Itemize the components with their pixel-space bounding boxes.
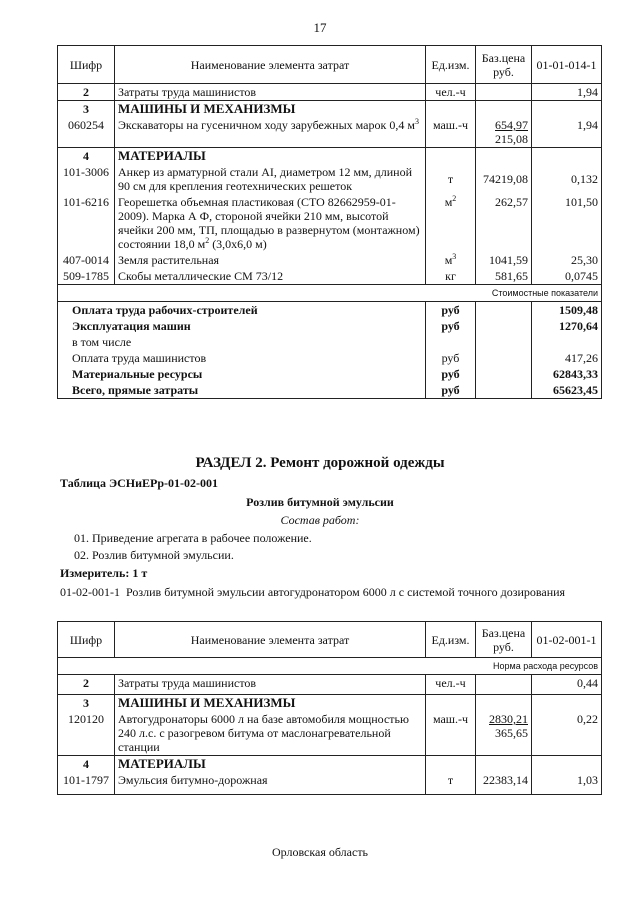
resource-table-2 <box>57 621 602 795</box>
region-footer: Орловская область <box>271 845 369 859</box>
totals-unit: руб <box>426 366 476 382</box>
header-code: Шифр <box>58 46 115 84</box>
section-num: 3 <box>58 101 115 118</box>
totals-row <box>58 382 602 399</box>
row-code: 101-6216 <box>58 194 115 252</box>
section-title: МАТЕРИАЛЫ <box>115 148 426 165</box>
row-price: 262,57 <box>476 194 532 252</box>
row-name: Земля растительная <box>115 252 426 268</box>
section-num: 4 <box>58 756 115 773</box>
totals-row <box>58 366 602 382</box>
header-code: Шифр <box>58 622 115 658</box>
row-name: Анкер из арматурной стали AI, диаметром 12 мм, длиной 90 см для крепления геотехнических решеток <box>115 164 426 194</box>
totals-row <box>58 302 602 319</box>
row-price: 22383,14 <box>476 772 532 794</box>
header-price: Баз.цена руб. <box>476 46 532 84</box>
cost-indicators-label: Стоимостные показатели <box>58 285 602 302</box>
header-unit: Ед.изм. <box>426 46 476 84</box>
row-code: 101-3006 <box>58 164 115 194</box>
totals-unit: руб <box>426 302 476 319</box>
row-unit: т <box>426 772 476 794</box>
row-price: 581,65 <box>476 268 532 285</box>
row-price: 2830,21 365,65 <box>476 711 532 756</box>
row-price: 1041,59 <box>476 252 532 268</box>
section-title: МАШИНЫ И МЕХАНИЗМЫ <box>115 101 426 118</box>
table-label: Таблица ЭСНиЕРр-01-02-001 <box>60 476 219 490</box>
row-value: 0,0745 <box>532 268 602 285</box>
section-title: МАТЕРИАЛЫ <box>115 756 426 773</box>
work-title: Розлив битумной эмульсии <box>246 495 394 509</box>
page-number: 17 <box>313 20 327 35</box>
row-name: Экскаваторы на гусеничном ходу зарубежных марок 0,4 $м^3$ <box>115 117 426 148</box>
totals-value: 417,26 <box>532 350 602 366</box>
row-unit: $м^2$ <box>426 194 476 252</box>
row-value: 0,44 <box>532 675 602 695</box>
row-name: Затраты труда машинистов <box>115 675 426 695</box>
header-name: Наименование элемента затрат <box>115 46 426 84</box>
totals-value: 65623,45 <box>532 382 602 399</box>
totals-unit: руб <box>426 350 476 366</box>
section-num: 4 <box>58 148 115 165</box>
totals-row <box>58 334 602 350</box>
norm-consumption-label: Норма расхода ресурсов <box>58 658 602 675</box>
row-value: 1,94 <box>532 84 602 101</box>
row-unit: $м^3$ <box>426 252 476 268</box>
header-norm: 01-01-014-1 <box>532 46 602 84</box>
row-unit: т <box>426 164 476 194</box>
row-price: 74219,08 <box>476 164 532 194</box>
row-code: 101-1797 <box>58 772 115 794</box>
resource-table-1 <box>57 45 602 399</box>
totals-label: Материальные ресурсы <box>58 366 426 382</box>
section-num: 3 <box>58 695 115 712</box>
row-num: 2 <box>58 84 115 101</box>
row-code: 509-1785 <box>58 268 115 285</box>
row-unit: чел.-ч <box>426 84 476 101</box>
totals-row <box>58 318 602 334</box>
row-name: Эмульсия битумно-дорожная <box>115 772 426 794</box>
row-value: 1,03 <box>532 772 602 794</box>
header-price: Баз.цена руб. <box>476 622 532 658</box>
norm-description: Розлив битумной эмульсии автогудронатором 6000 л с системой точного дозирования <box>126 585 566 599</box>
row-code: 120120 <box>58 711 115 756</box>
totals-label: Эксплуатация машин <box>58 318 426 334</box>
row-name: Автогудронаторы 6000 л на базе автомобиля мощностью 240 л.с. с разогревом битума от маслонагревательной станции <box>115 711 426 756</box>
totals-value <box>532 334 602 350</box>
totals-unit: руб <box>426 318 476 334</box>
row-price: 654,97 215,08 <box>476 117 532 148</box>
row-name: Затраты труда машинистов <box>115 84 426 101</box>
section-title: РАЗДЕЛ 2. Ремонт дорожной одежды <box>195 455 445 471</box>
totals-value: 1270,64 <box>532 318 602 334</box>
totals-label: в том числе <box>58 334 426 350</box>
totals-block <box>58 302 602 399</box>
row-code: 060254 <box>58 117 115 148</box>
row-unit: чел.-ч <box>426 675 476 695</box>
row-value: 101,50 <box>532 194 602 252</box>
row-value: 25,30 <box>532 252 602 268</box>
work-item: 02. Розлив битумной эмульсии. <box>74 548 234 562</box>
norm-code: 01-02-001-1 <box>60 585 120 599</box>
totals-label: Оплата труда рабочих-строителей <box>58 302 426 319</box>
row-unit: маш.-ч <box>426 711 476 756</box>
row-name: Скобы металлические СМ 73/12 <box>115 268 426 285</box>
meter: Измеритель: 1 т <box>60 566 148 580</box>
row-unit: маш.-ч <box>426 117 476 148</box>
row-unit: кг <box>426 268 476 285</box>
header-name: Наименование элемента затрат <box>115 622 426 658</box>
row-name: Георешетка объемная пластиковая (СТО 82662959-01-2009). Марка А Ф, стороной ячейки 210 мм, высотой ячейки 200 мм, ТП, площадью в развернутом (монтажном) состоянии 18,0 $м^2$ (3,0х6,0 м) <box>115 194 426 252</box>
row-value: 0,132 <box>532 164 602 194</box>
row-code: 407-0014 <box>58 252 115 268</box>
totals-label: Оплата труда машинистов <box>58 350 426 366</box>
totals-unit <box>426 334 476 350</box>
row-num: 2 <box>58 675 115 695</box>
row-value: 0,22 <box>532 711 602 756</box>
row-value: 1,94 <box>532 117 602 148</box>
totals-value: 62843,33 <box>532 366 602 382</box>
totals-row <box>58 350 602 366</box>
works-heading: Состав работ: <box>280 513 360 527</box>
header-norm: 01-02-001-1 <box>532 622 602 658</box>
totals-value: 1509,48 <box>532 302 602 319</box>
totals-label: Всего, прямые затраты <box>58 382 426 399</box>
work-item: 01. Приведение агрегата в рабочее положение. <box>74 531 312 545</box>
totals-unit: руб <box>426 382 476 399</box>
norm-code-line <box>60 585 566 600</box>
section-title: МАШИНЫ И МЕХАНИЗМЫ <box>115 695 426 712</box>
header-unit: Ед.изм. <box>426 622 476 658</box>
